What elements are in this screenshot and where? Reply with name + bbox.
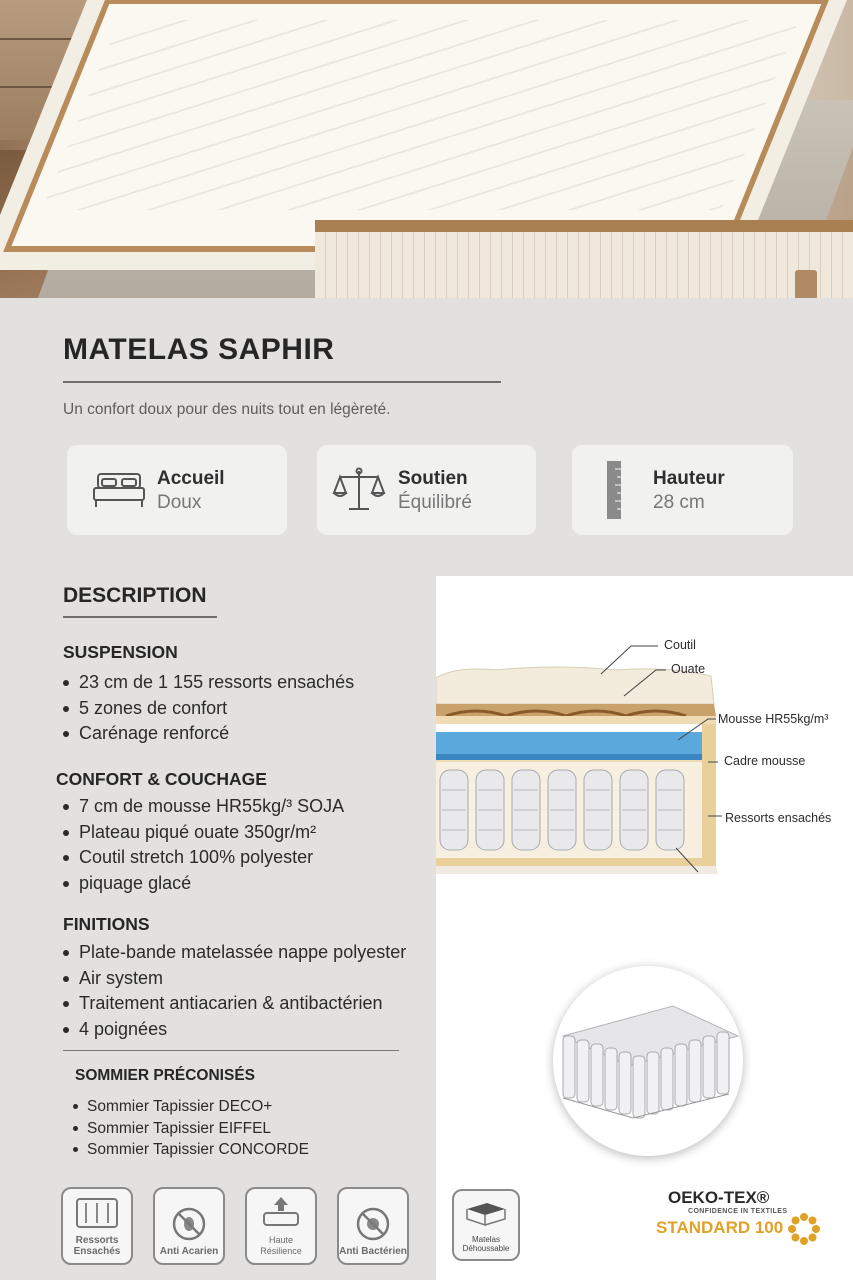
list-item: Traitement antiacarien & antibactérien xyxy=(63,991,406,1017)
badge-dehoussable xyxy=(452,1189,520,1261)
feature-label: Soutien xyxy=(398,468,468,489)
confort-list xyxy=(63,794,344,896)
feature-value: Doux xyxy=(157,492,202,513)
badge-text: Ressorts Ensachés xyxy=(73,1235,121,1257)
feature-card-soutien xyxy=(317,445,536,535)
suspension-list xyxy=(63,670,354,747)
label-ressorts: Ressorts ensachés xyxy=(725,811,832,825)
feature-value: 28 cm xyxy=(653,492,705,513)
badge-anti-acarien xyxy=(153,1187,225,1265)
list-item: Carénage renforcé xyxy=(63,721,354,747)
list-item: Coutil stretch 100% polyester xyxy=(63,845,344,871)
badge-ressorts xyxy=(61,1187,133,1265)
finitions-list xyxy=(63,940,406,1042)
section-title-finitions: FINITIONS xyxy=(63,914,150,934)
removable-cover-icon xyxy=(463,1195,509,1231)
diagram-panel xyxy=(436,576,853,1280)
feature-card-accueil xyxy=(67,445,287,535)
badge-text: Matelas Déhoussable xyxy=(462,1235,510,1253)
badge-anti-bacterien xyxy=(337,1187,409,1265)
springs-icon xyxy=(74,1195,120,1231)
oeko-tex-standard: STANDARD 100 xyxy=(656,1218,784,1237)
list-item: 5 zones de confort xyxy=(63,696,354,722)
label-mousse: Mousse HR55kg/m³ xyxy=(718,712,829,726)
label-cadre: Cadre mousse xyxy=(724,754,806,768)
list-item: 4 poignées xyxy=(63,1017,406,1043)
list-item: Plate-bande matelassée nappe polyester xyxy=(63,940,406,966)
resilience-icon xyxy=(258,1195,304,1231)
feature-value: Équilibré xyxy=(398,492,472,513)
title-divider xyxy=(63,381,501,383)
description-heading: DESCRIPTION xyxy=(63,584,207,607)
list-item: piquage glacé xyxy=(63,871,344,897)
badge-text: Anti Acarien xyxy=(159,1246,219,1257)
badge-text: Anti Bactérien xyxy=(339,1246,407,1257)
feature-label: Hauteur xyxy=(653,468,725,489)
list-item: 7 cm de mousse HR55kg/³ SOJA xyxy=(63,794,344,820)
list-item: Plateau piqué ouate 350gr/m² xyxy=(63,820,344,846)
bed-icon xyxy=(91,463,147,517)
list-item: Sommier Tapissier CONCORDE xyxy=(73,1139,309,1161)
balance-scale-icon xyxy=(331,463,387,517)
product-subtitle: Un confort doux pour des nuits tout en légèreté. xyxy=(63,401,391,418)
badge-text: Haute Résilience xyxy=(260,1235,302,1256)
height-ruler-icon xyxy=(592,463,638,517)
list-item: Sommier Tapissier EIFFEL xyxy=(73,1118,309,1140)
hero-mattress-photo xyxy=(0,0,853,298)
sommier-heading: SOMMIER PRÉCONISÉS xyxy=(75,1067,255,1084)
oeko-tex-tagline: CONFIDENCE IN TEXTILES xyxy=(688,1208,788,1215)
list-item: Air system xyxy=(63,966,406,992)
label-coutil: Coutil xyxy=(664,638,696,652)
oeko-tex-flower-icon xyxy=(787,1212,821,1246)
feature-card-hauteur xyxy=(572,445,793,535)
anti-mite-icon xyxy=(166,1206,212,1242)
anti-bacteria-icon xyxy=(350,1206,396,1242)
list-item: Sommier Tapissier DECO+ xyxy=(73,1096,309,1118)
oeko-tex-logo: OEKO-TEX® xyxy=(668,1188,770,1207)
section-title-confort: CONFORT & COUCHAGE xyxy=(56,769,267,789)
section-title-suspension: SUSPENSION xyxy=(63,642,178,662)
list-item: 23 cm de 1 155 ressorts ensachés xyxy=(63,670,354,696)
description-divider xyxy=(63,616,217,618)
pocket-springs-image xyxy=(553,966,743,1156)
sommier-divider xyxy=(63,1050,399,1051)
feature-label: Accueil xyxy=(157,468,225,489)
label-ouate: Ouate xyxy=(671,662,706,676)
sommier-list xyxy=(73,1096,309,1161)
badge-haute-resilience xyxy=(245,1187,317,1265)
product-title: MATELAS SAPHIR xyxy=(63,333,335,366)
